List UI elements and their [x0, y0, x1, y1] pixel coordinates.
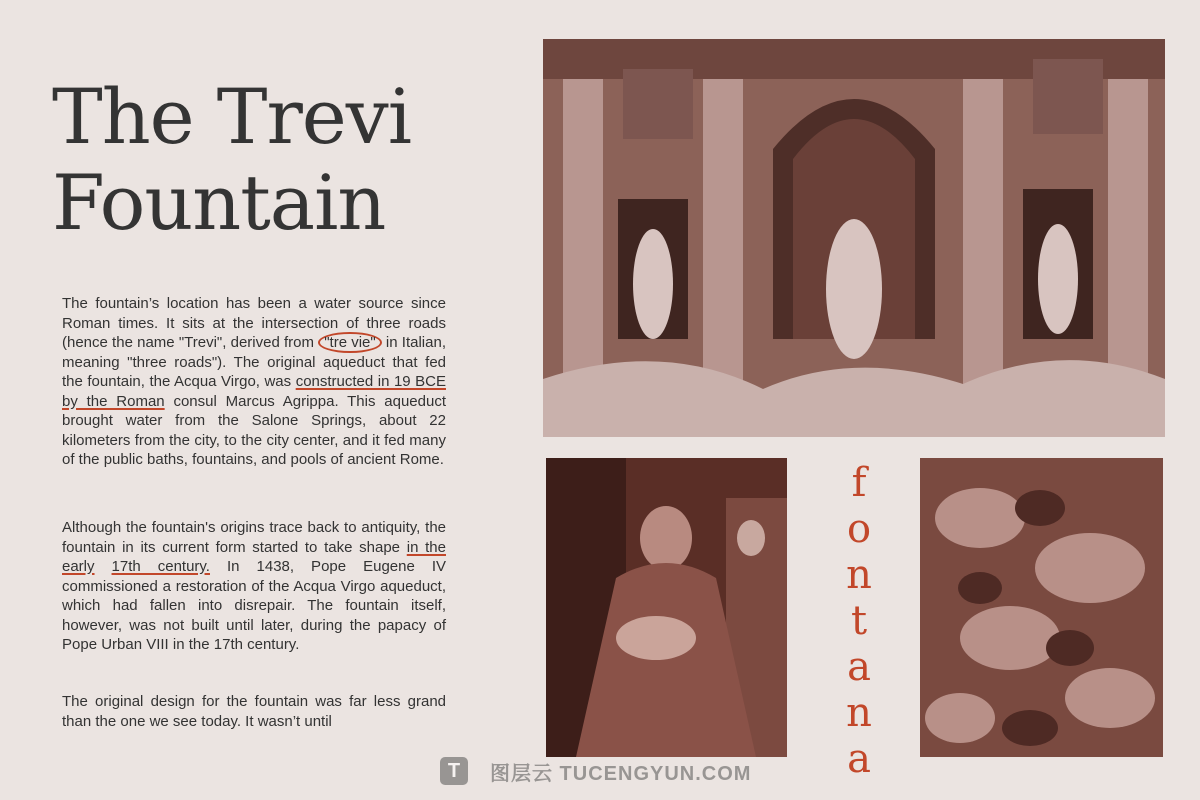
text-run: consul Marcus Agrippa. This aqueduct brought water from the Salone Springs, about 22 kilometers from the city, to the city center, and it fed many of the public baths, fountains, and pools of ancient Rome.: [62, 392, 447, 468]
title-line-2: Fountain: [52, 158, 386, 247]
madonna-painting-photo: [546, 458, 787, 757]
text-run: in Italian, meaning "three roads"). The original aqueduct that fed the fountain, the Acqua Virgo, was: [62, 334, 446, 390]
text-run: In 1438, Pope Eugene IV commissioned a restoration of the Acqua Virgo aqueduct, which had fallen into disrepair. The fountain itself, however, was not built until later, during the papacy of Pope Urban VIII in the 17th century.: [62, 558, 446, 653]
trevi-fountain-photo: [543, 39, 1165, 437]
vertical-word-fontana: fontana: [836, 460, 882, 782]
underlined-annotation: 17th century.: [111, 558, 210, 575]
page-title: [52, 74, 492, 246]
text-run: The fountain’s location has been a water source since Roman times. It sits at the intersection of three roads (hence the name "Trevi", derived from: [62, 295, 446, 351]
paragraph-design: The original design for the fountain was far less grand than the one we see today. It wasn’t until: [62, 693, 446, 730]
watermark-logo-icon: T: [440, 757, 468, 785]
underlined-annotation: constructed in 19 BCE by the Roman: [62, 373, 446, 410]
watermark: [440, 756, 751, 786]
underlined-annotation: in the early: [62, 538, 446, 575]
circled-annotation: "tre vie": [318, 332, 382, 353]
text-run: [95, 558, 112, 575]
text-run: Although the fountain's origins trace back to antiquity, the fountain in its current form started to take shape: [62, 519, 446, 556]
baroque-fresco-photo: [920, 458, 1163, 757]
paragraph-history: [62, 518, 446, 655]
title-line-1: The Trevi: [52, 72, 412, 161]
watermark-text: 图层云 TUCENGYUN.COM: [490, 762, 752, 785]
paragraph-location: [62, 294, 446, 470]
